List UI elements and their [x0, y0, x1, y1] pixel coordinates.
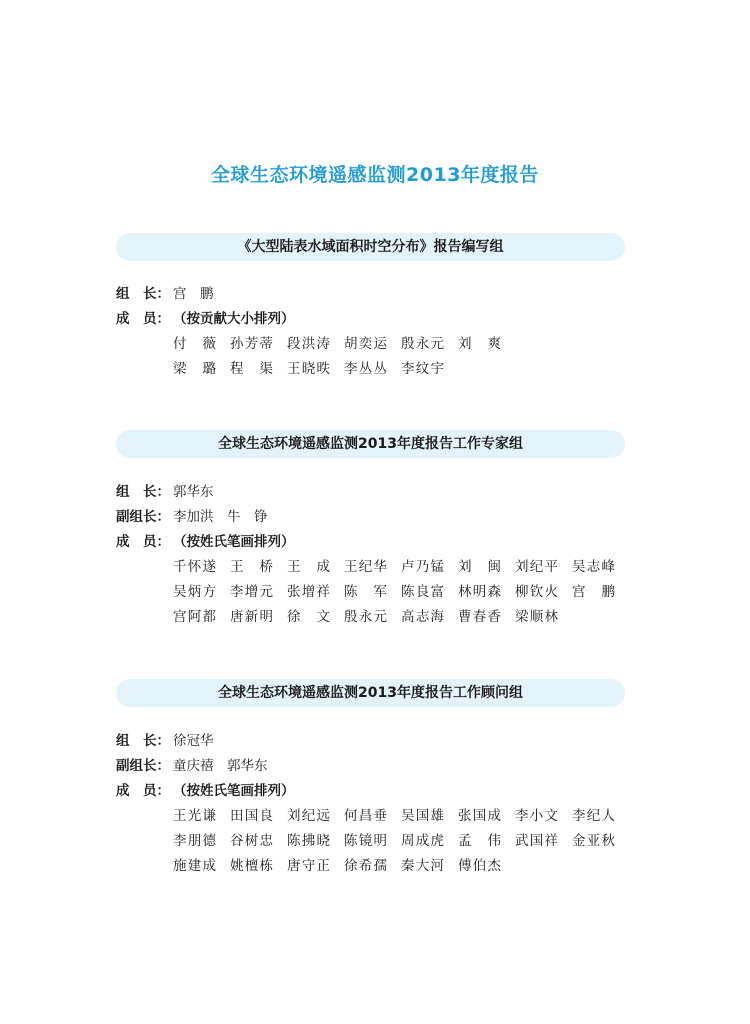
member-name: 谷树忠: [230, 833, 273, 849]
member-name: 金亚秋: [572, 833, 615, 849]
members-note: （按姓氏笔画排列）: [173, 534, 295, 550]
member-name: 陈镜明: [344, 833, 387, 849]
member-name: 刘 闽: [458, 559, 501, 575]
member-name: 武国祥: [515, 833, 558, 849]
members-list-row: [173, 360, 458, 378]
member-name: 张增祥: [287, 584, 330, 600]
leader-row: [116, 285, 214, 303]
member-name: 唐守正: [287, 858, 330, 874]
member-name: 段洪涛: [287, 336, 330, 352]
member-name: 何昌垂: [344, 808, 387, 824]
page-title: 全球生态环境遥感监测2013年度报告: [211, 164, 539, 186]
deputy-value: 童庆禧 郭华东: [173, 758, 268, 774]
members-list-row: [173, 583, 629, 601]
members-row: [116, 310, 295, 328]
member-name: 徐希孺: [344, 858, 387, 874]
member-name: 姚檀栋: [230, 858, 273, 874]
member-name: 宫 鹏: [572, 584, 615, 600]
member-name: 吴志峰: [572, 559, 615, 575]
members-list-row: [173, 608, 572, 626]
member-name: 唐新明: [230, 609, 273, 625]
member-name: 陈拂晓: [287, 833, 330, 849]
member-name: 曹春香: [458, 609, 501, 625]
member-name: 孙芳蒂: [230, 336, 273, 352]
member-name: 徐 文: [287, 609, 330, 625]
members-label: 成 员：: [116, 534, 170, 550]
members-list-row: [173, 807, 629, 825]
member-name: 王 成: [287, 559, 330, 575]
members-label: 成 员：: [116, 311, 170, 327]
member-name: 傅伯杰: [458, 858, 501, 874]
member-name: 周成虎: [401, 833, 444, 849]
member-name: 王纪华: [344, 559, 387, 575]
member-name: 刘 爽: [458, 336, 501, 352]
deputy-row: [116, 757, 268, 775]
member-name: 梁顺林: [515, 609, 558, 625]
member-name: 孟 伟: [458, 833, 501, 849]
members-note: （按贡献大小排列）: [173, 311, 295, 327]
member-name: 千怀遂: [173, 559, 216, 575]
section-banner: 全球生态环境遥感监测2013年度报告工作专家组: [116, 430, 625, 458]
member-name: 李增元: [230, 584, 273, 600]
members-row: [116, 533, 295, 551]
member-name: 殷永元: [401, 336, 444, 352]
member-name: 高志海: [401, 609, 444, 625]
leader-value: 宫 鹏: [173, 286, 214, 302]
member-name: 吴炳方: [173, 584, 216, 600]
member-name: 付 薇: [173, 336, 216, 352]
member-name: 王 桥: [230, 559, 273, 575]
member-name: 殷永元: [344, 609, 387, 625]
leader-value: 郭华东: [173, 484, 214, 500]
members-note: （按姓氏笔画排列）: [173, 783, 295, 799]
leader-row: [116, 483, 214, 501]
members-label: 成 员：: [116, 783, 170, 799]
deputy-label: 副组长：: [116, 758, 170, 774]
deputy-row: [116, 508, 268, 526]
leader-label: 组 长：: [116, 733, 170, 749]
members-row: [116, 782, 295, 800]
leader-value: 徐冠华: [173, 733, 214, 749]
member-name: 陈良富: [401, 584, 444, 600]
members-list-row: [173, 857, 515, 875]
member-name: 秦大河: [401, 858, 444, 874]
members-list-row: [173, 832, 629, 850]
member-name: 张国成: [458, 808, 501, 824]
member-name: 刘纪远: [287, 808, 330, 824]
member-name: 陈 军: [344, 584, 387, 600]
member-name: 李朋德: [173, 833, 216, 849]
member-name: 梁 璐: [173, 361, 216, 377]
member-name: 宫阿都: [173, 609, 216, 625]
member-name: 王晓昳: [287, 361, 330, 377]
member-name: 田国良: [230, 808, 273, 824]
member-name: 吴国雄: [401, 808, 444, 824]
section-banner: 《大型陆表水域面积时空分布》报告编写组: [116, 233, 625, 261]
section-banner: 全球生态环境遥感监测2013年度报告工作顾问组: [116, 679, 625, 707]
member-name: 林明森: [458, 584, 501, 600]
member-name: 王光谦: [173, 808, 216, 824]
leader-label: 组 长：: [116, 286, 170, 302]
members-list-row: [173, 335, 515, 353]
member-name: 柳钦火: [515, 584, 558, 600]
member-name: 胡奕运: [344, 336, 387, 352]
leader-label: 组 长：: [116, 484, 170, 500]
member-name: 施建成: [173, 858, 216, 874]
member-name: 李丛丛: [344, 361, 387, 377]
leader-row: [116, 732, 214, 750]
member-name: 程 渠: [230, 361, 273, 377]
member-name: 李纪人: [572, 808, 615, 824]
member-name: 李小文: [515, 808, 558, 824]
member-name: 卢乃锰: [401, 559, 444, 575]
deputy-value: 李加洪 牛 铮: [173, 509, 268, 525]
member-name: 刘纪平: [515, 559, 558, 575]
member-name: 李纹宇: [401, 361, 444, 377]
members-list-row: [173, 558, 629, 576]
deputy-label: 副组长：: [116, 509, 170, 525]
